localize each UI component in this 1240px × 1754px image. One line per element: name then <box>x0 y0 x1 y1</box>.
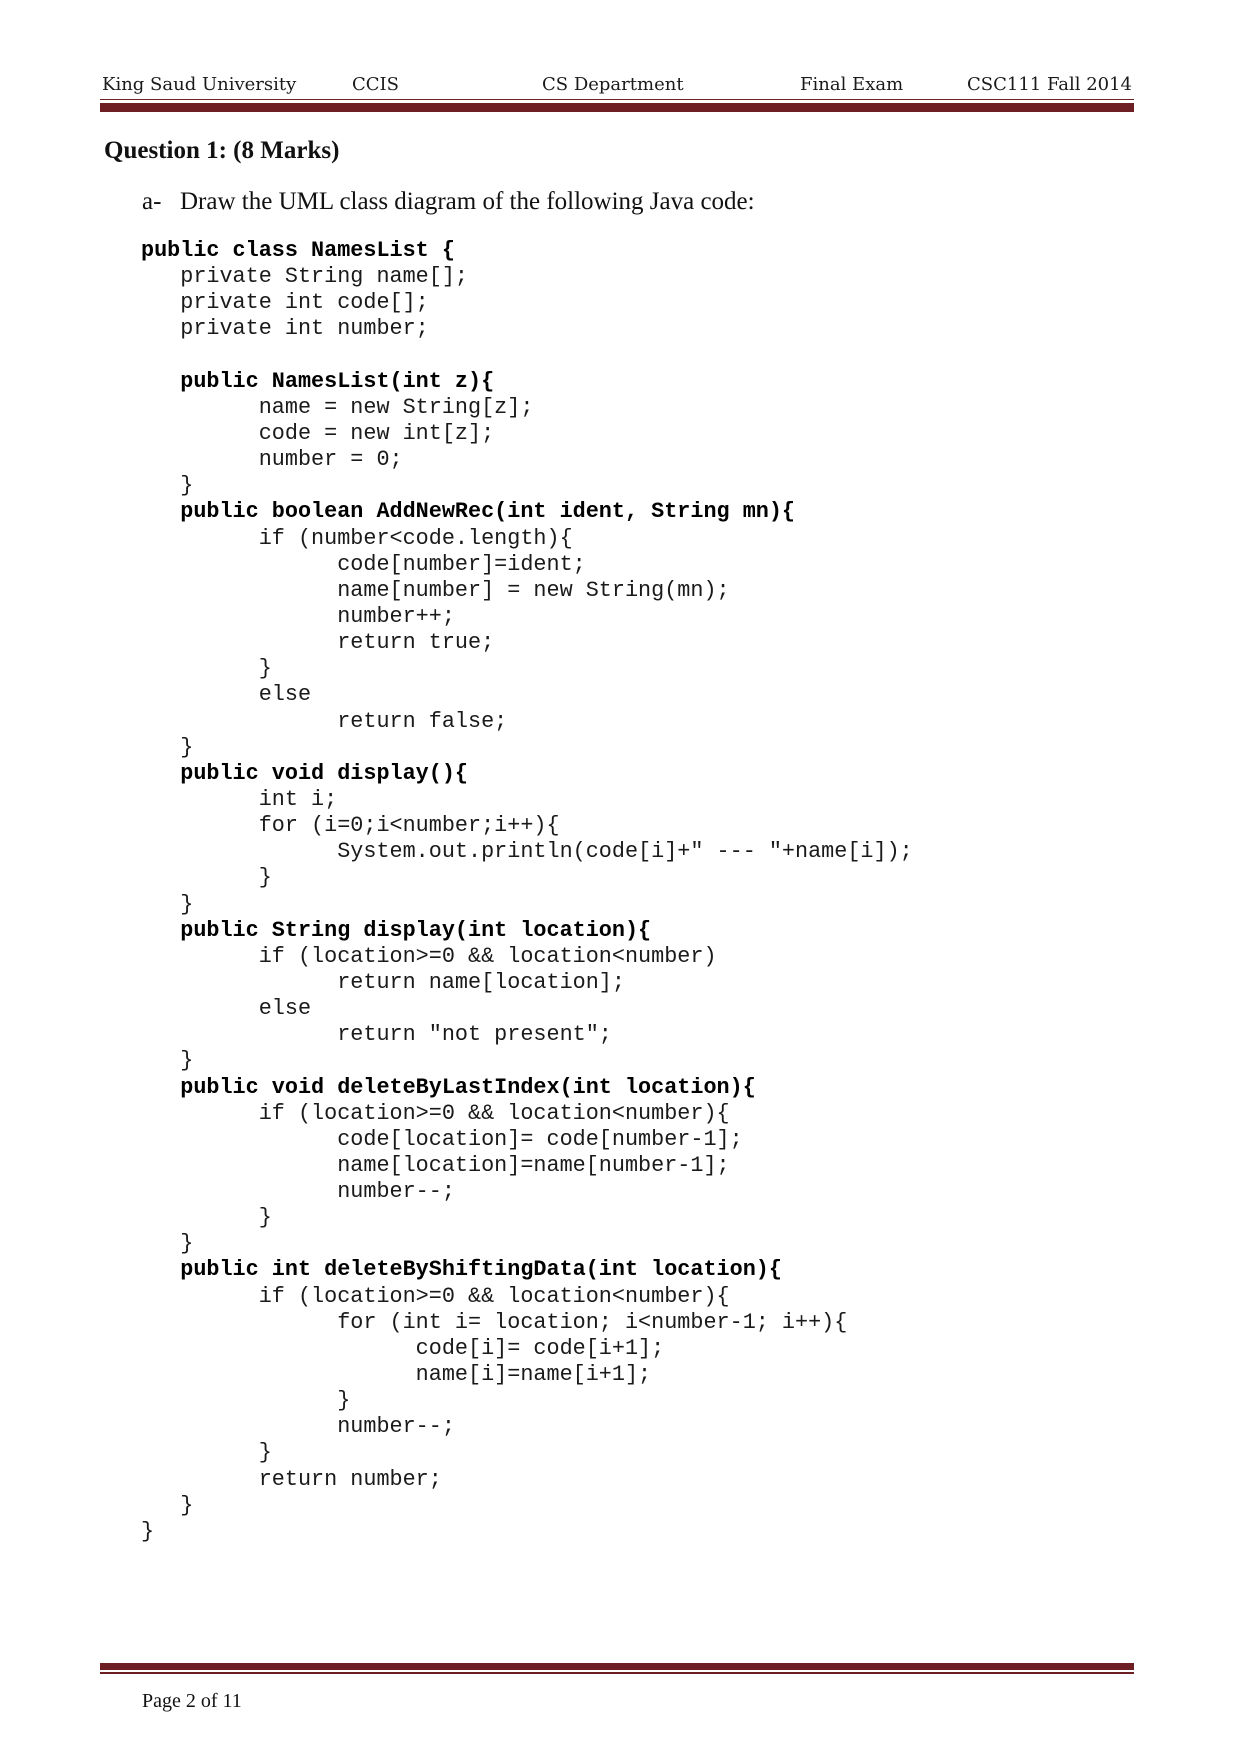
code-line: return "not present"; <box>141 1022 612 1048</box>
code-line: code = new int[z]; <box>141 420 495 446</box>
code-line: public int deleteByShiftingData(int location){ <box>141 1257 782 1283</box>
code-line: else <box>141 682 312 708</box>
header-exam: Final Exam <box>800 74 904 95</box>
code-line: public NamesList(int z){ <box>141 368 495 394</box>
code-line: public class NamesList { <box>141 238 455 263</box>
code-line: if (location>=0 && location<number) <box>141 943 717 969</box>
code-line: } <box>141 1388 351 1414</box>
code-line: for (i=0;i<number;i++){ <box>141 813 560 839</box>
code-line: public void deleteByLastIndex(int location){ <box>141 1074 756 1100</box>
code-line: return false; <box>141 708 508 734</box>
code-line: name[number] = new String(mn); <box>141 577 730 603</box>
code-line: name[location]=name[number-1]; <box>141 1152 730 1178</box>
code-line: public void display(){ <box>141 760 469 786</box>
code-line: return number; <box>141 1466 442 1492</box>
code-line: number--; <box>141 1414 455 1440</box>
code-line: } <box>141 1205 272 1231</box>
code-line: public boolean AddNewRec(int ident, String mn){ <box>141 499 796 525</box>
question-part-text: Draw the UML class diagram of the following Java code: <box>180 188 755 215</box>
code-line: } <box>141 891 194 917</box>
code-line: return name[location]; <box>141 969 625 995</box>
code-line: int i; <box>141 786 338 812</box>
code-line: name[i]=name[i+1]; <box>141 1362 652 1388</box>
page-header <box>102 74 1132 102</box>
code-line: System.out.println(code[i]+" --- "+name[i]); <box>141 839 913 865</box>
code-line: } <box>141 1231 194 1257</box>
question-title: Question 1: (8 Marks) <box>104 137 340 164</box>
code-line: } <box>141 1440 272 1466</box>
code-line: if (number<code.length){ <box>141 525 573 551</box>
code-line: } <box>141 473 194 499</box>
code-line: } <box>141 1048 194 1074</box>
code-line: return true; <box>141 630 495 656</box>
code-line: number = 0; <box>141 447 403 473</box>
question-part-label: a- <box>142 188 162 215</box>
header-department: CS Department <box>542 74 684 95</box>
code-line: code[location]= code[number-1]; <box>141 1126 743 1152</box>
code-line: } <box>141 656 272 682</box>
code-line: } <box>141 1518 155 1544</box>
code-line: public String display(int location){ <box>141 917 652 943</box>
code-line: name = new String[z]; <box>141 394 534 420</box>
code-line <box>141 343 913 369</box>
code-line: code[number]=ident; <box>141 551 586 577</box>
code-line: code[i]= code[i+1]; <box>141 1335 665 1361</box>
code-line: } <box>141 865 272 891</box>
footer-rule <box>100 1663 1134 1670</box>
page-number: Page 2 of 11 <box>142 1690 242 1712</box>
code-line: if (location>=0 && location<number){ <box>141 1283 730 1309</box>
header-course: CSC111 Fall 2014 <box>967 74 1132 95</box>
question-part <box>142 188 755 216</box>
code-block <box>141 238 913 1545</box>
code-line: number--; <box>141 1179 455 1205</box>
code-line: else <box>141 996 312 1022</box>
header-university: King Saud University <box>102 74 297 95</box>
code-line: number++; <box>141 603 455 629</box>
code-line: for (int i= location; i<number-1; i++){ <box>141 1309 848 1335</box>
code-line: } <box>141 1492 194 1518</box>
code-line: private int number; <box>141 316 429 342</box>
header-college: CCIS <box>352 74 399 95</box>
code-line: } <box>141 734 194 760</box>
code-line: private String name[]; <box>141 264 469 290</box>
code-line: if (location>=0 && location<number){ <box>141 1100 730 1126</box>
header-rule <box>100 103 1134 112</box>
code-line: private int code[]; <box>141 290 429 316</box>
